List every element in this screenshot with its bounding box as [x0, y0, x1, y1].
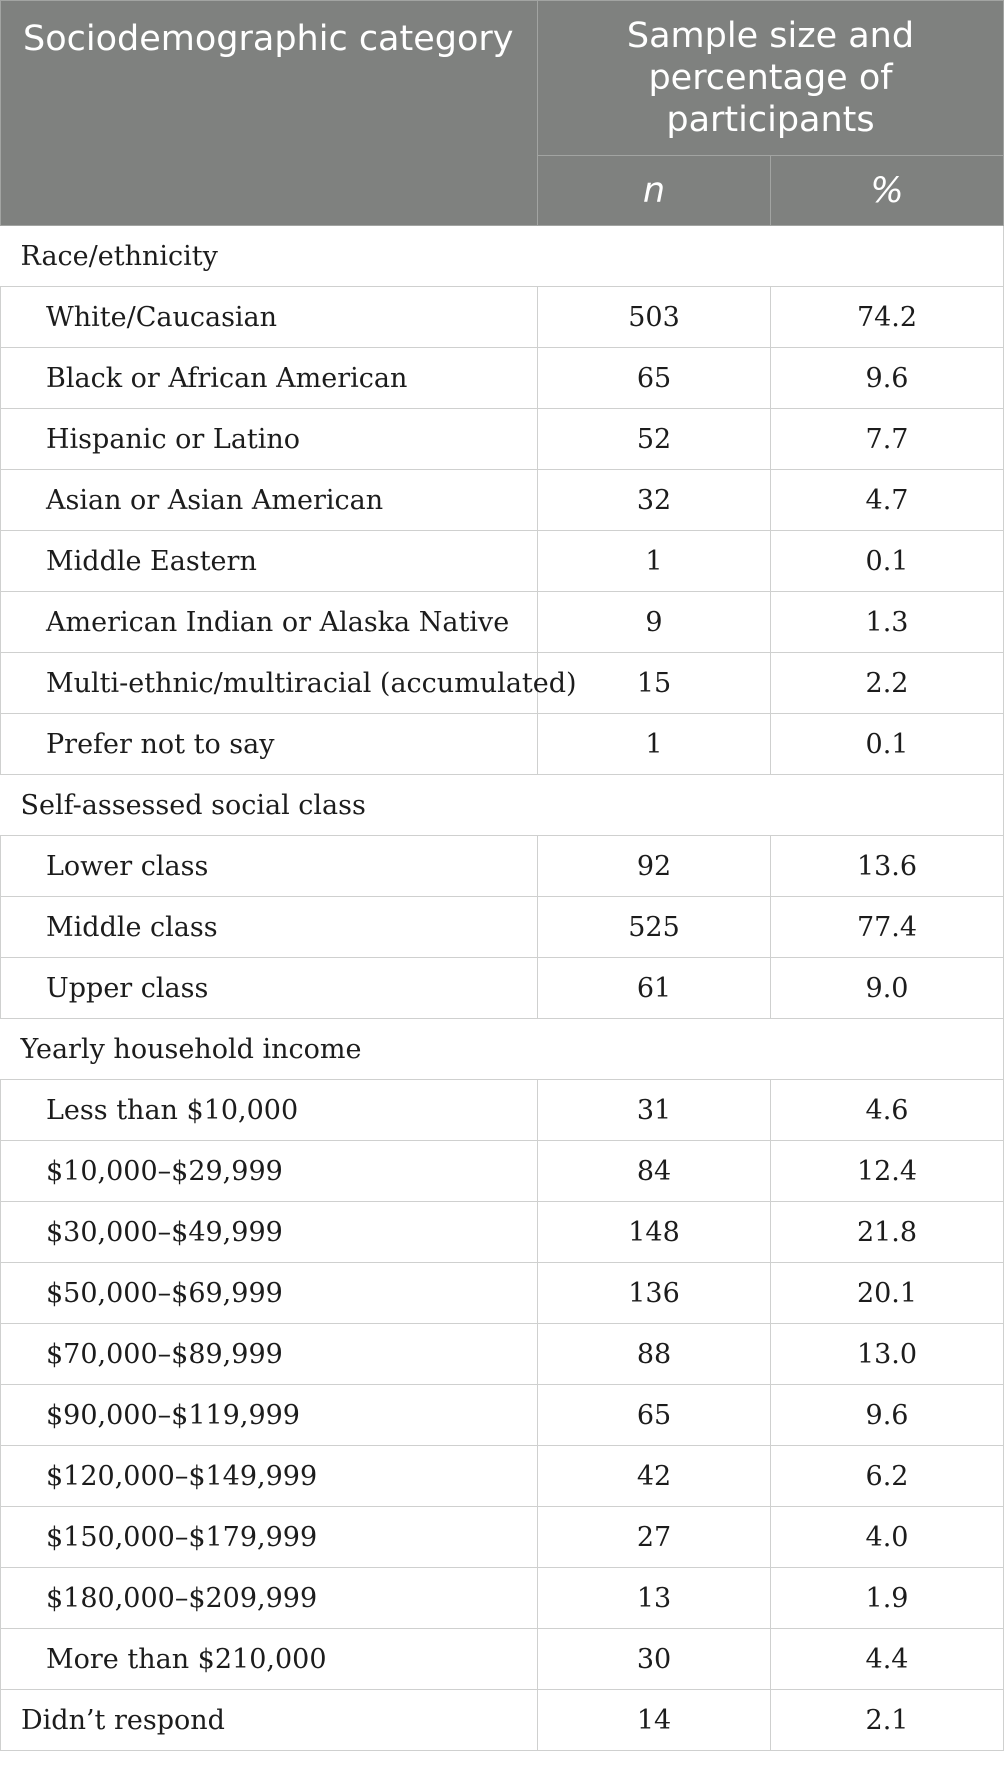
- row-label: Middle class: [1, 897, 538, 958]
- table-row: [1, 531, 1004, 592]
- section-row-race: [1, 226, 1004, 287]
- table-row: [1, 1202, 1004, 1263]
- percent-value: 4.4: [771, 1629, 1004, 1690]
- n-value: 92: [538, 836, 771, 897]
- percent-value: 77.4: [771, 897, 1004, 958]
- table-row: [1, 1446, 1004, 1507]
- row-label: $150,000–$179,999: [1, 1507, 538, 1568]
- n-value: 27: [538, 1507, 771, 1568]
- n-value: 503: [538, 287, 771, 348]
- table-row: [1, 348, 1004, 409]
- percent-value: 4.7: [771, 470, 1004, 531]
- row-label: Upper class: [1, 958, 538, 1019]
- row-label: Less than $10,000: [1, 1080, 538, 1141]
- percent-value: 1.3: [771, 592, 1004, 653]
- sample-group-header: Sample size and percentage of participants: [538, 1, 1004, 156]
- percent-value: 12.4: [771, 1141, 1004, 1202]
- n-value: 148: [538, 1202, 771, 1263]
- row-label: Hispanic or Latino: [1, 409, 538, 470]
- table-row: [1, 287, 1004, 348]
- percent-value: 13.6: [771, 836, 1004, 897]
- row-label: Asian or Asian American: [1, 470, 538, 531]
- n-value: 14: [538, 1690, 771, 1751]
- table-row: [1, 897, 1004, 958]
- n-value: 88: [538, 1324, 771, 1385]
- percent-value: 13.0: [771, 1324, 1004, 1385]
- percent-value: 4.0: [771, 1507, 1004, 1568]
- row-label: $30,000–$49,999: [1, 1202, 538, 1263]
- n-value: 15: [538, 653, 771, 714]
- n-value: 42: [538, 1446, 771, 1507]
- n-value: 1: [538, 531, 771, 592]
- n-value: 84: [538, 1141, 771, 1202]
- percent-value: 20.1: [771, 1263, 1004, 1324]
- percent-value: 21.8: [771, 1202, 1004, 1263]
- row-label: $120,000–$149,999: [1, 1446, 538, 1507]
- percent-value: 1.9: [771, 1568, 1004, 1629]
- percent-value: 9.0: [771, 958, 1004, 1019]
- category-column-header: Sociodemographic category: [1, 1, 538, 226]
- n-value: 9: [538, 592, 771, 653]
- percent-value: 2.2: [771, 653, 1004, 714]
- n-value: 13: [538, 1568, 771, 1629]
- percent-value: 0.1: [771, 531, 1004, 592]
- n-value: 61: [538, 958, 771, 1019]
- row-label: $70,000–$89,999: [1, 1324, 538, 1385]
- table-row: [1, 1629, 1004, 1690]
- section-label: Race/ethnicity: [1, 226, 1004, 287]
- table-row: [1, 1385, 1004, 1446]
- row-label: White/Caucasian: [1, 287, 538, 348]
- percent-value: 9.6: [771, 348, 1004, 409]
- percent-value: 0.1: [771, 714, 1004, 775]
- n-value: 65: [538, 348, 771, 409]
- row-label: Multi-ethnic/multiracial (accumulated): [1, 653, 538, 714]
- section-label: Self-assessed social class: [1, 775, 1004, 836]
- table-row: [1, 409, 1004, 470]
- table-row: [1, 1080, 1004, 1141]
- row-label: $10,000–$29,999: [1, 1141, 538, 1202]
- table-row: [1, 714, 1004, 775]
- n-value: 136: [538, 1263, 771, 1324]
- n-value: 31: [538, 1080, 771, 1141]
- table-row-no-response: [1, 1690, 1004, 1751]
- table-header: [1, 1, 1004, 226]
- table-row: [1, 958, 1004, 1019]
- n-value: 52: [538, 409, 771, 470]
- row-label: More than $210,000: [1, 1629, 538, 1690]
- n-column-header: n: [538, 156, 771, 226]
- section-label: Yearly household income: [1, 1019, 1004, 1080]
- row-label: Middle Eastern: [1, 531, 538, 592]
- percent-value: 74.2: [771, 287, 1004, 348]
- table-row: [1, 1263, 1004, 1324]
- percent-value: 6.2: [771, 1446, 1004, 1507]
- row-label: American Indian or Alaska Native: [1, 592, 538, 653]
- section-row-income: [1, 1019, 1004, 1080]
- percent-column-header: %: [771, 156, 1004, 226]
- row-label: $180,000–$209,999: [1, 1568, 538, 1629]
- section-row-social-class: [1, 775, 1004, 836]
- row-label: $50,000–$69,999: [1, 1263, 538, 1324]
- table-row: [1, 653, 1004, 714]
- table-row: [1, 1324, 1004, 1385]
- table-row: [1, 470, 1004, 531]
- n-value: 525: [538, 897, 771, 958]
- row-label: $90,000–$119,999: [1, 1385, 538, 1446]
- n-value: 32: [538, 470, 771, 531]
- row-label: Prefer not to say: [1, 714, 538, 775]
- table-row: [1, 1568, 1004, 1629]
- row-label: Lower class: [1, 836, 538, 897]
- table-row: [1, 1507, 1004, 1568]
- row-label: Black or African American: [1, 348, 538, 409]
- percent-value: 7.7: [771, 409, 1004, 470]
- row-label: Didn’t respond: [1, 1690, 538, 1751]
- percent-value: 9.6: [771, 1385, 1004, 1446]
- n-value: 1: [538, 714, 771, 775]
- table-row: [1, 592, 1004, 653]
- n-value: 65: [538, 1385, 771, 1446]
- percent-value: 2.1: [771, 1690, 1004, 1751]
- n-value: 30: [538, 1629, 771, 1690]
- table-row: [1, 836, 1004, 897]
- table-row: [1, 1141, 1004, 1202]
- percent-value: 4.6: [771, 1080, 1004, 1141]
